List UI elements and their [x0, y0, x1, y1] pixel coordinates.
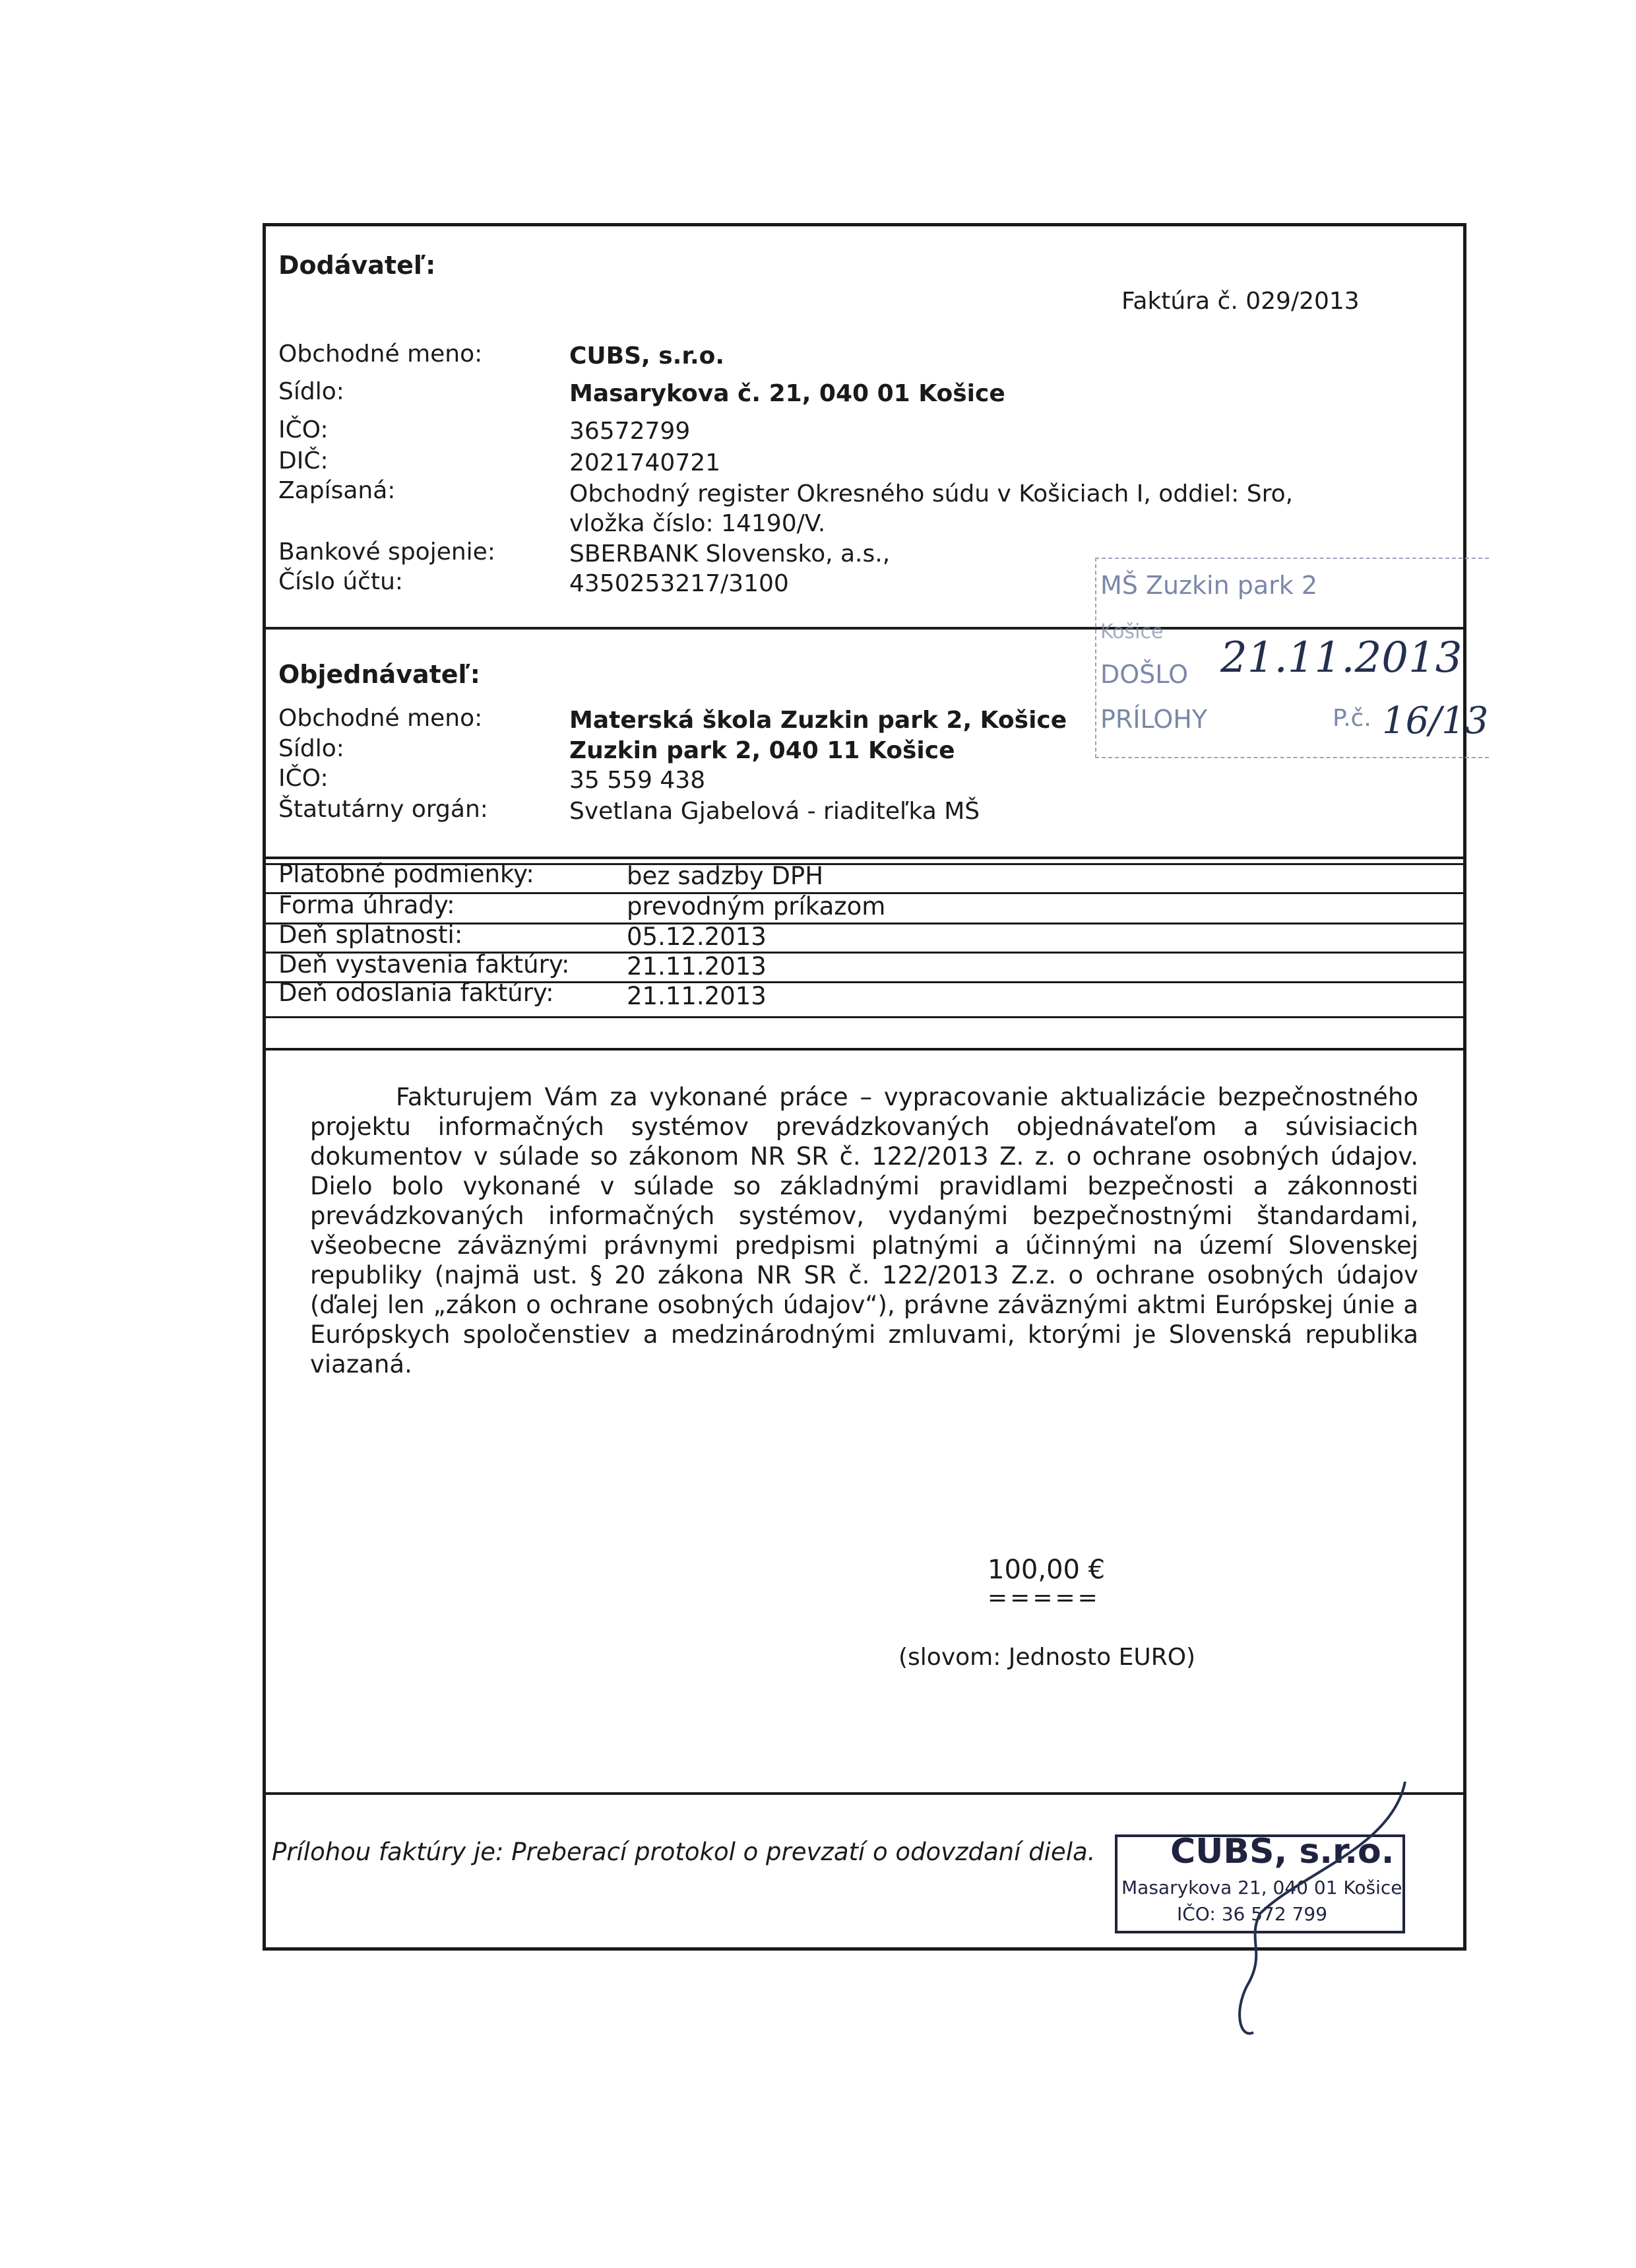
terms-sent: 21.11.2013 [627, 982, 767, 1010]
terms-label-sent: Deň odoslania faktúry: [278, 979, 554, 1007]
supplier-seat: Masarykova č. 21, 040 01 Košice [569, 380, 1005, 407]
supplier-label-account: Číslo účtu: [278, 568, 404, 595]
terms-conditions: bez sadzby DPH [627, 862, 824, 890]
terms-label-due: Deň splatnosti: [278, 921, 463, 949]
customer-label-seat: Sídlo: [278, 735, 344, 762]
customer-label-ico: IČO: [278, 765, 329, 792]
supplier-account: 4350253217/3100 [569, 570, 789, 597]
amount-value: 100,00 € [988, 1555, 1106, 1585]
terms-label-issued: Deň vystavenia faktúry: [278, 950, 570, 979]
received-stamp-city: Košice [1100, 620, 1164, 643]
supplier-bank: SBERBANK Slovensko, a.s., [569, 540, 891, 567]
supplier-label-registered: Zapísaná: [278, 477, 396, 504]
section-divider [264, 857, 1465, 859]
customer-name: Materská škola Zuzkin park 2, Košice [569, 707, 1067, 734]
company-stamp-ico: IČO: 36 572 799 [1177, 1903, 1328, 1925]
supplier-registered: Obchodný register Okresného súdu v Košiciach I, oddiel: Sro, [569, 480, 1294, 507]
terms-label-payment-form: Forma úhrady: [278, 891, 455, 919]
amount-rule: ===== [988, 1584, 1100, 1611]
terms-due: 05.12.2013 [627, 923, 767, 951]
supplier-label-bank: Bankové spojenie: [278, 538, 495, 566]
customer-heading: Objednávateľ: [278, 660, 480, 689]
received-stamp-received: DOŠLO [1100, 660, 1189, 689]
invoice-description [310, 1082, 1418, 1379]
customer-label-statutory: Štatutárny orgán: [278, 796, 488, 823]
description-text: Fakturujem Vám za vykonané práce – vypracovanie aktualizácie bezpečnostného projektu informačných systémov prevádzkovaných objednávateľom a súvisiacich dokumentov v súlade so zákonom NR SR č. 122/2013 Z. z. o ochrane osobných údajov. Dielo bolo vykonané v súlade so základnými pravidlami bezpečnosti a zákonnosti prevádzkovaných informačných systémov, vydanými bezpečnostnými štandardami, všeobecne záväznými právnymi predpismi platnými a účinnými na území Slovenskej republiky (najmä ust. § 20 zákona NR SR č. 122/2013 Z.z. o ochrane osobných údajov (ďalej len „zákon o ochrane osobných údajov“), právne záväznými aktmi Európskej únie a Európskych spoločenstiev a medzinárodnými zmluvami, ktorými je Slovenská republika viazaná. [310, 1083, 1418, 1378]
amount-in-words: (slovom: Jednosto EURO) [898, 1644, 1196, 1671]
attachment-note: Prílohou faktúry je: Preberací protokol o prevzatí o odovzdaní diela. [272, 1838, 1096, 1866]
terms-issued: 21.11.2013 [627, 952, 767, 981]
supplier-label-seat: Sídlo: [278, 378, 344, 405]
handwritten-date: 21.11.2013 [1220, 633, 1463, 682]
company-stamp-address: Masarykova 21, 040 01 Košice [1121, 1877, 1402, 1898]
company-stamp-name: CUBS, s.r.o. [1170, 1832, 1395, 1871]
terms-payment-form: prevodným príkazom [627, 892, 886, 921]
supplier-ico: 36572799 [569, 418, 691, 445]
customer-statutory: Svetlana Gjabelová - riaditeľka MŠ [569, 798, 980, 825]
customer-seat: Zuzkin park 2, 040 11 Košice [569, 737, 955, 764]
invoice-number: Faktúra č. 029/2013 [1121, 288, 1360, 315]
supplier-dic: 2021740721 [569, 449, 721, 476]
terms-label-conditions: Platobné podmienky: [278, 860, 534, 888]
supplier-label-name: Obchodné meno: [278, 340, 483, 368]
customer-ico: 35 559 438 [569, 767, 706, 794]
supplier-registered-2: vložka číslo: 14190/V. [569, 510, 826, 537]
signature [1220, 1768, 1432, 2046]
supplier-label-dic: DIČ: [278, 447, 329, 474]
supplier-name: CUBS, s.r.o. [569, 342, 725, 370]
supplier-heading: Dodávateľ: [278, 251, 436, 280]
received-stamp-attachments: PRÍLOHY [1100, 705, 1208, 734]
handwritten-number: 16/13 [1382, 699, 1489, 742]
received-stamp-number-label: P.č. [1333, 705, 1371, 732]
terms-line [264, 1016, 1465, 1018]
customer-label-name: Obchodné meno: [278, 705, 483, 732]
received-stamp-org: MŠ Zuzkin park 2 [1100, 571, 1318, 600]
section-divider [264, 1048, 1465, 1051]
supplier-label-ico: IČO: [278, 416, 329, 443]
